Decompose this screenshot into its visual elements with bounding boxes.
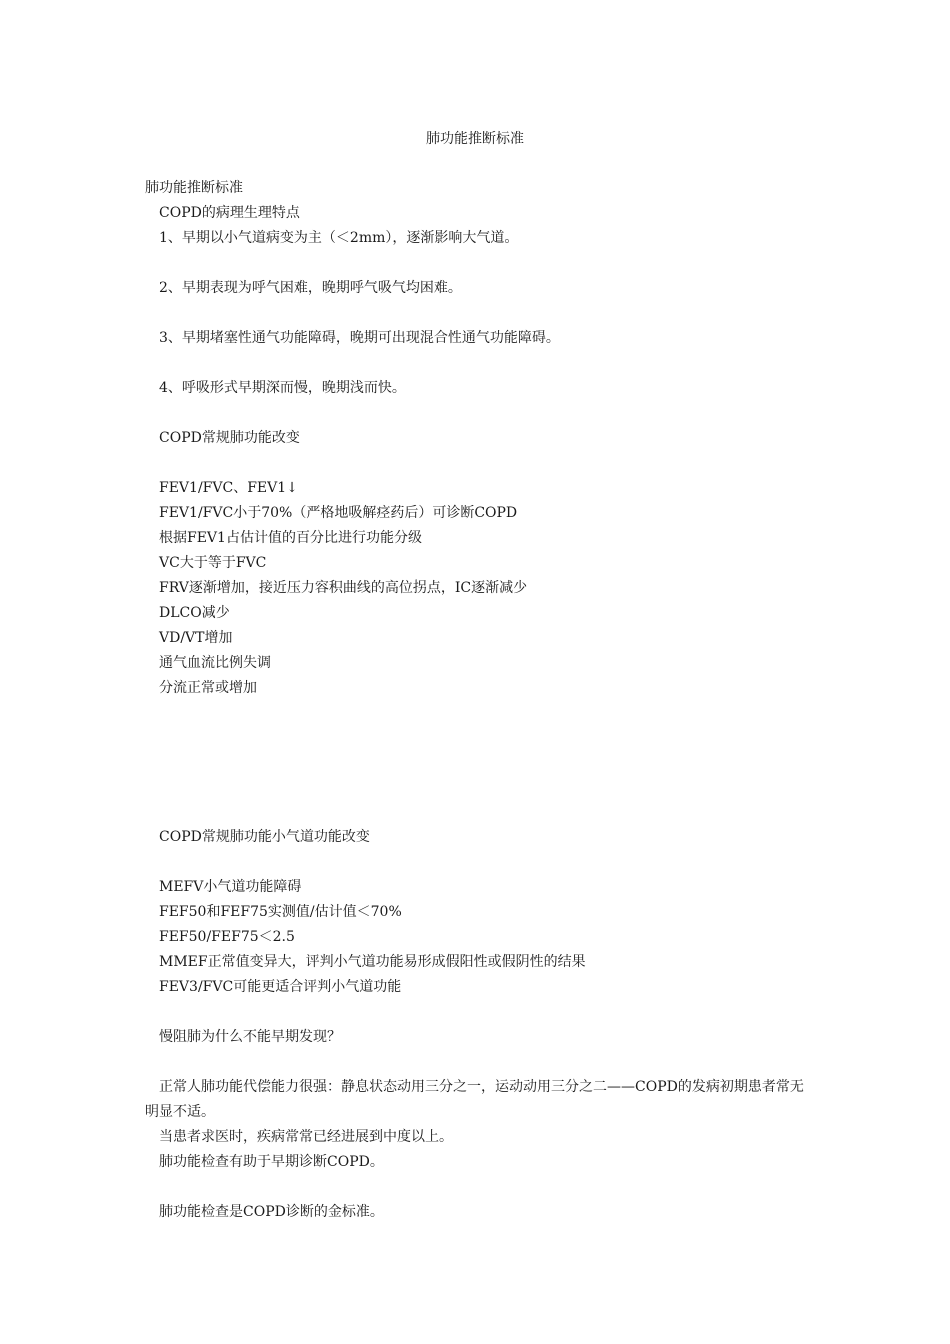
list-item: FEV1/FVC、FEV1↓ (159, 480, 298, 496)
list-item: 1、早期以小气道病变为主（＜2mm），逐渐影响大气道。 (159, 230, 519, 246)
page-title: 肺功能推断标准 (426, 131, 524, 147)
list-item: 4、呼吸形式早期深而慢，晚期浅而快。 (159, 380, 406, 396)
spacer (145, 351, 810, 376)
list-item: 分流正常或增加 (159, 680, 257, 696)
spacer (145, 1050, 810, 1075)
section-title-routine-changes: COPD常规肺功能改变 (159, 430, 300, 446)
text-line: 肺功能检查有助于早期诊断COPD。 (159, 1154, 384, 1170)
list-item: FEV1/FVC小于70%（严格地吸解痉药后）可诊断COPD (159, 505, 518, 521)
spacer (145, 1000, 810, 1025)
text-line: 当患者求医时，疾病常常已经进展到中度以上。 (159, 1129, 453, 1145)
spacer (145, 451, 810, 476)
list-item: 通气血流比例失调 (159, 655, 271, 671)
document-heading: 肺功能推断标准 (145, 180, 243, 196)
list-item: FEF50和FEF75实测值/估计值＜70% (159, 904, 402, 920)
closing-statement: 肺功能检查是COPD诊断的金标准。 (159, 1204, 384, 1220)
section-title-early-detection: 慢阻肺为什么不能早期发现？ (159, 1029, 341, 1045)
spacer (145, 850, 810, 875)
section-title-pathophysiology: COPD的病理生理特点 (159, 205, 300, 221)
list-item: MMEF正常值变异大，评判小气道功能易形成假阳性或假阴性的结果 (159, 954, 586, 970)
list-item: 3、早期堵塞性通气功能障碍，晚期可出现混合性通气功能障碍。 (159, 330, 560, 346)
list-item: MEFV小气道功能障碍 (159, 879, 302, 895)
section-title-small-airway: COPD常规肺功能小气道功能改变 (159, 829, 370, 845)
spacer (145, 251, 810, 276)
list-item: FEF50/FEF75＜2.5 (159, 929, 295, 945)
list-item: 根据FEV1占估计值的百分比进行功能分级 (159, 530, 422, 546)
spacer (145, 1175, 810, 1200)
paragraph-compensation: 正常人肺功能代偿能力很强：静息状态动用三分之一，运动动用三分之二——COPD的发病初期患者常无明显不适。 (145, 1079, 804, 1120)
list-item: 2、早期表现为呼气困难，晚期呼气吸气均困难。 (159, 280, 462, 296)
list-item: FRV逐渐增加，接近压力容积曲线的高位拐点，IC逐渐减少 (159, 580, 528, 596)
spacer (145, 301, 810, 326)
spacer (145, 701, 810, 825)
list-item: VD/VT增加 (159, 630, 233, 646)
list-item: FEV3/FVC可能更适合评判小气道功能 (159, 979, 402, 995)
document-body (145, 176, 810, 1225)
list-item: VC大于等于FVC (159, 555, 267, 571)
list-item: DLCO减少 (159, 605, 230, 621)
spacer (145, 401, 810, 426)
